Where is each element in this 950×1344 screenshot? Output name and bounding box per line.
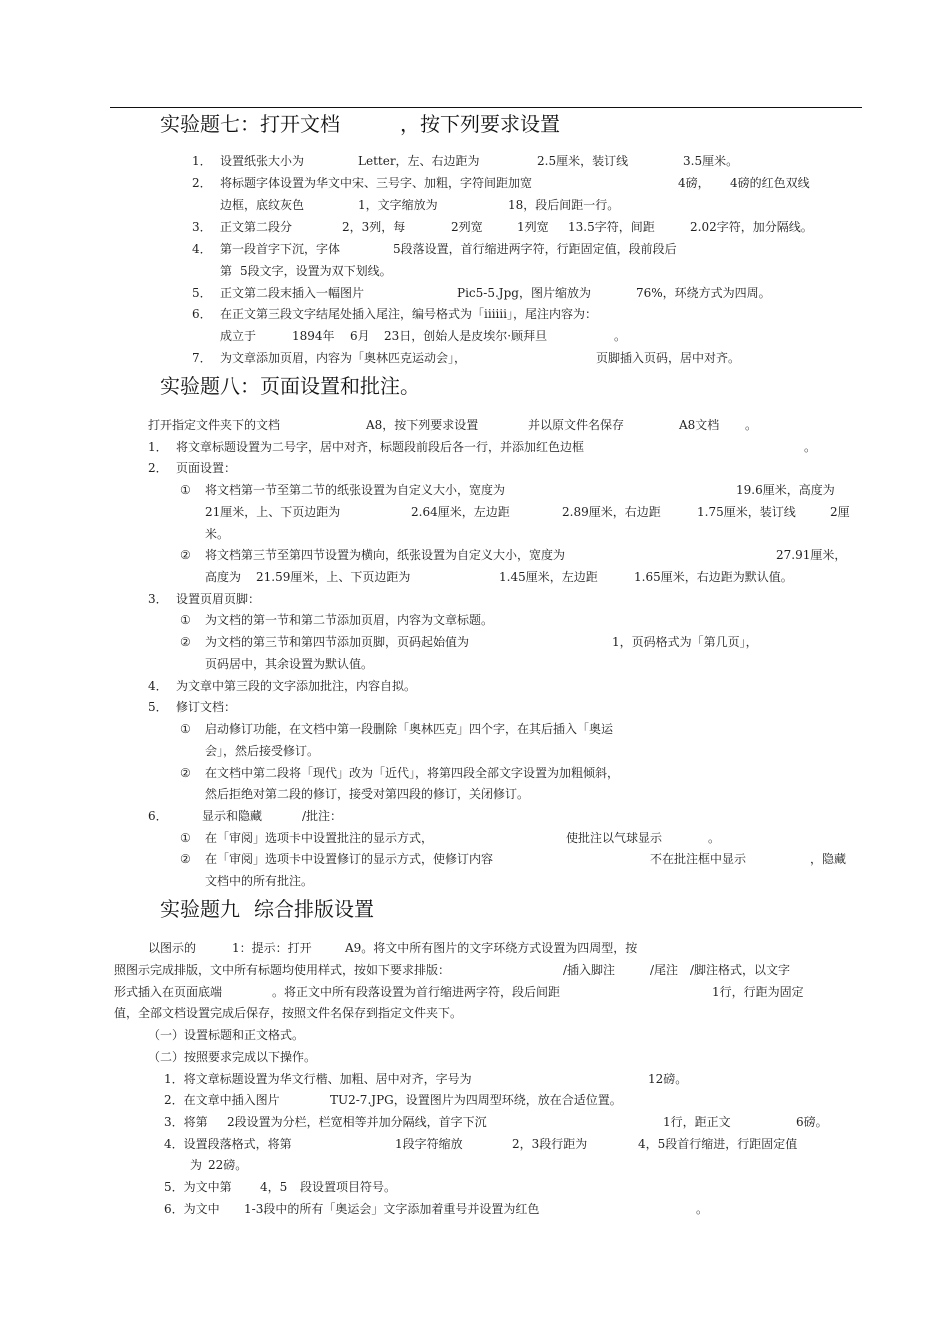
section-heading-9: 实验题九 综合排版设置 [160,897,374,921]
document-page: 实验题七：打开文档 ，按下列要求设置 1． 设置纸张大小为 Letter，左、右边距为 2.5厘米，装订线 3.5厘米。 2． 将标题字体设置为华文中宋、三号字、加粗，字符间距加宽 4磅， 4磅的红色双线 边框，底纹灰色 1，文字缩放为 18，段后间距一行。 3． 正文第二段分 2，3列，每 2列宽 1列宽 13.5字符，间距 2.02字符，加分隔线。 4． 第一段首字下沉，字体 5段落设置，首行缩进两字符，行距固定值，段前段后 第 5段文字，设置为双下划线。 5． 正文第二段末插入一幅图片 Pic5-5.Jpg，图片缩放为 76%，环绕方式为四周。 6． 在正文第三段文字结尾处插入尾注，编号格式为「ⅰⅱⅲ」，尾注内容为： 成立于 1894年 6月 23日，创始人是皮埃尔·顾拜旦 。 7． 为文章添加页眉，内容为「奥林匹克运动会」， 页脚插入页码，居中对齐。 实验题八：页面设置和批注。 打开指定文件夹下的文档 A8，按下列要求设置 并以原文件名保存 A8文档 。 1． 将文章标题设置为二号字，居中对齐，标题段前段后各一行，并添加红色边框 。 2． 页面设置： ① 将文档第一节至第二节的纸张设置为自定义大小，宽度为 19.6厘米，高度为 21厘米，上、下页边距为 2.64厘米，左边距 2.89厘米，右边距 1.75厘米，装订线 2厘 米。 ② 将文档第三节至第四节设置为横向，纸张设置为自定义大小，宽度为 27.91厘米， 高度为 21.59厘米，上、下页边距为 1.45厘米，左边距 1.65厘米，右边距为默认值。 3． 设置页眉页脚： ① 为文档的第一节和第二节添加页眉，内容为文章标题。 ② 为文档的第三节和第四节添加页脚，页码起始值为 1，页码格式为「第几页」， 页码居中，其余设置为默认值。 4． 为文章中第三段的文字添加批注，内容自拟。 5． 修订文档： ① 启动修订功能，在文档中第一段删除「奥林匹克」四个字，在其后插入「奥运 会」，然后接受修订。 ② 在文档中第二段将「现代」改为「近代」，将第四段全部文字设置为加粗倾斜， 然后拒绝对第二段的修订，接受对第四段的修订，关闭修订。 6． 显示和隐藏 /批注： ① 在「审阅」选项卡中设置批注的显示方式， 使批注以气球显示 。 ② 在「审阅」选项卡中设置修订的显示方式，使修订内容 不在批注框中显示 ，隐藏 文档中的所有批注。 实验题九 综合排版设置 以图示的 1：提示：打开 A9。将文中所有图片的文字环绕方式设置为四周型，按 照图示完成排版，文中所有标题均使用样式，按如下要求排版： /插入脚注 /尾注 /脚注格式，以文字 形式插入在页面底端 。将正文中所有段落设置为首行缩进两字符，段后间距 1行，行距为固定 值，全部文档设置完成后保存，按照文件名保存到指定文件夹下。 （一）设置标题和正文格式。 （二）按照要求完成以下操作。 1．将文章标题设置为华文行楷、加粗、居中对齐，字号为 12磅。 2．在文章中插入图片 TU2-7.JPG，设置图片为四周型环绕，放在合适位置。 3．将第 2段设置为分栏，栏宽相等并加分隔线，首字下沉 1行，距正文 6磅。 4．设置段落格式，将第 1段字符缩放 2，3段行距为 4，5段首行缩进，行距固定值 为 22磅。 5．为文中第 4，5 段设置项目符号。 6．为文中 1-3段中的所有「奥运会」文字添加着重号并设置为红色 。 [0,0,950,1344]
section-heading-7: 实验题七：打开文档 ，按下列要求设置 [160,112,560,136]
header-rule [110,107,862,108]
section-heading-8: 实验题八：页面设置和批注。 [160,374,420,398]
